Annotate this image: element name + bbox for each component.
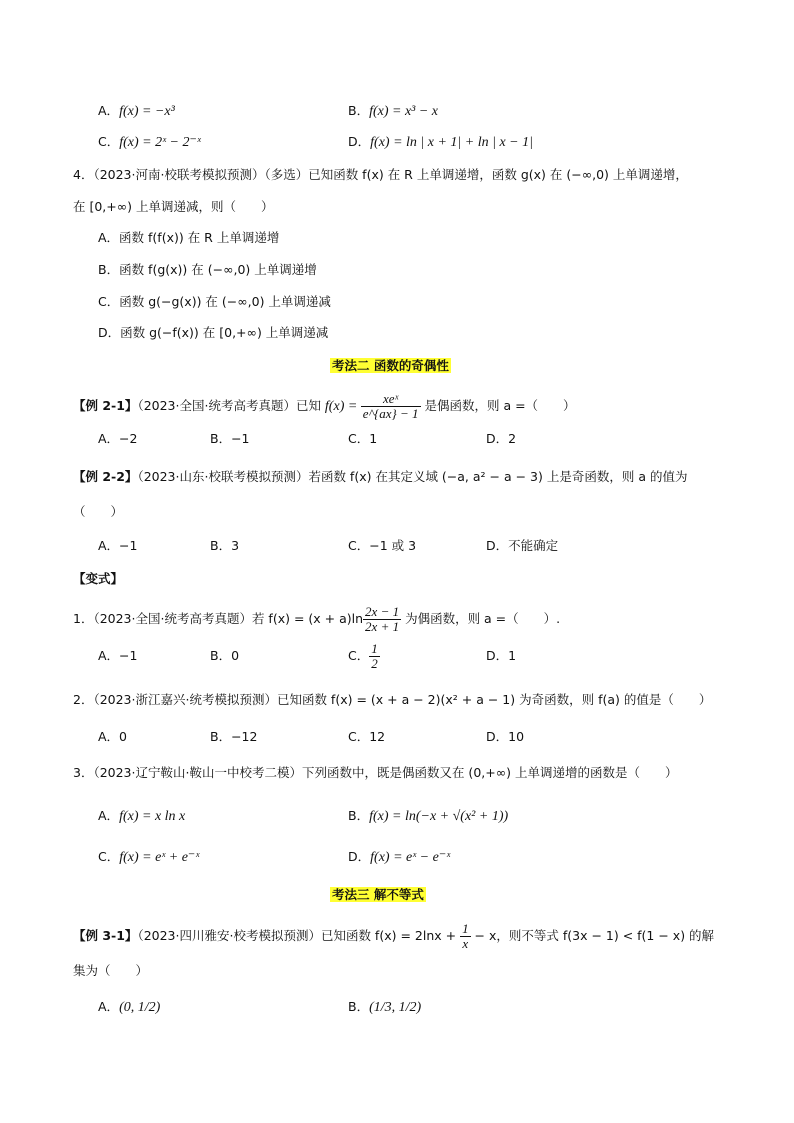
variant-3-option-c: C．f(x) = eˣ + e⁻ˣ [98,849,200,865]
example-2-1-option-b: B．−1 [210,431,250,446]
option-a: A．f(x) = −x³ [98,103,175,119]
q4-option-c: C．函数 g(−g(x)) 在 (−∞,0) 上单调递减 [98,294,331,309]
q4-stem-line2: 在 [0,+∞) 上单调递减，则（ ） [73,199,274,214]
fraction: $\frac{1}{x}$ [462,921,469,951]
variant-3-stem: 3．（2023·辽宁鞍山·鞍山一中校考二模）下列函数中，既是偶函数又在 (0,+∞) 上单调递增的函数是（ ） [73,765,678,780]
variant-1-option-b: B．0 [210,648,240,663]
variant-2-option-b: B．−12 [210,729,258,744]
example-3-1-stem: 【例 3-1】（2023·四川雅安·校考模拟预测）已知函数 f(x) = 2lnx + $\frac{1}{x}$ − x，则不等式 f(3x − 1) < f(1 − x) 的解 [73,921,715,951]
variant-3-option-a: A．f(x) = x ln x [98,808,186,824]
variant-3-option-b: B．f(x) = ln(−x + √(x² + 1)) [348,808,509,824]
example-2-2-option-d: D．不能确定 [486,538,559,553]
q4-option-a: A．函数 f(f(x)) 在 R 上单调递增 [98,230,280,245]
q4-option-d: D．函数 g(−f(x)) 在 [0,+∞) 上单调递减 [98,325,329,340]
example-2-1-option-c: C．1 [348,431,378,446]
example-2-2-option-c: C．−1 或 3 [348,538,417,553]
fraction: $\frac{\text{xeˣ}}{e\^{}\{ax\} - 1}$ [362,391,419,421]
variant-1-option-a: A．−1 [98,648,138,663]
example-3-1-stem-line2: 集为（ ） [73,963,149,978]
section-heading-3: 考法三 解不等式 [332,887,424,902]
example-3-1-option-b: B．(1/3, 1/2) [348,999,422,1015]
fraction: $\frac{2x - 1}{2x + 1}$ [365,604,400,634]
example-2-1-option-d: D．2 [486,431,517,446]
variant-2-stem: 2．（2023·浙江嘉兴·统考模拟预测）已知函数 f(x) = (x + a − 2)(x² + a − 1) 为奇函数，则 f(a) 的值是（ ） [73,692,712,707]
example-2-2-option-b: B．3 [210,538,240,553]
variant-3-option-d: D．f(x) = eˣ − e⁻ˣ [348,849,451,865]
example-2-2-stem: 【例 2-2】（2023·山东·校联考模拟预测）若函数 f(x) 在其定义域 (−a, a² − a − 3) 上是奇函数，则 a 的值为 [73,469,688,484]
q4-option-b: B．函数 f(g(x)) 在 (−∞,0) 上单调递增 [98,262,317,277]
variant-1-stem: 1．（2023·全国·统考高考真题）若 f(x) = (x + a)ln $\frac{2x - 1}{2x + 1}$ 为偶函数，则 a =（ ）. [73,604,561,634]
example-2-1-stem: 【例 2-1】（2023·全国·统考高考真题）已知 f(x) = $\frac{\text{xeˣ}}{e\^{}\{ax\} - 1}$ 是偶函数，则 a =（ ） [73,391,576,421]
example-2-2-option-a: A．−1 [98,538,138,553]
variant-1-option-c: C． $\frac{1}{2}$ [348,641,378,671]
option-b: B．f(x) = x³ − x [348,103,439,119]
variant-2-option-a: A．0 [98,729,128,744]
example-2-2-stem-line2: （ ） [73,504,124,519]
example-2-1-option-a: A．−2 [98,431,138,446]
fraction: $\frac{1}{2}$ [371,641,378,671]
variant-heading: 【变式】 [73,571,124,586]
variant-2-option-c: C．12 [348,729,386,744]
option-c: C．f(x) = 2ˣ − 2⁻ˣ [98,134,201,150]
section-heading-2: 考法二 函数的奇偶性 [332,358,449,373]
variant-2-option-d: D．10 [486,729,525,744]
example-3-1-option-a: A．(0, 1/2) [98,999,161,1015]
option-d: D．f(x) = ln | x + 1| + ln | x − 1| [348,134,533,150]
q4-stem-line1: 4．（2023·河南·校联考模拟预测）（多选）已知函数 f(x) 在 R 上单调递增，函数 g(x) 在 (−∞,0) 上单调递增， [73,167,688,182]
variant-1-option-d: D．1 [486,648,517,663]
